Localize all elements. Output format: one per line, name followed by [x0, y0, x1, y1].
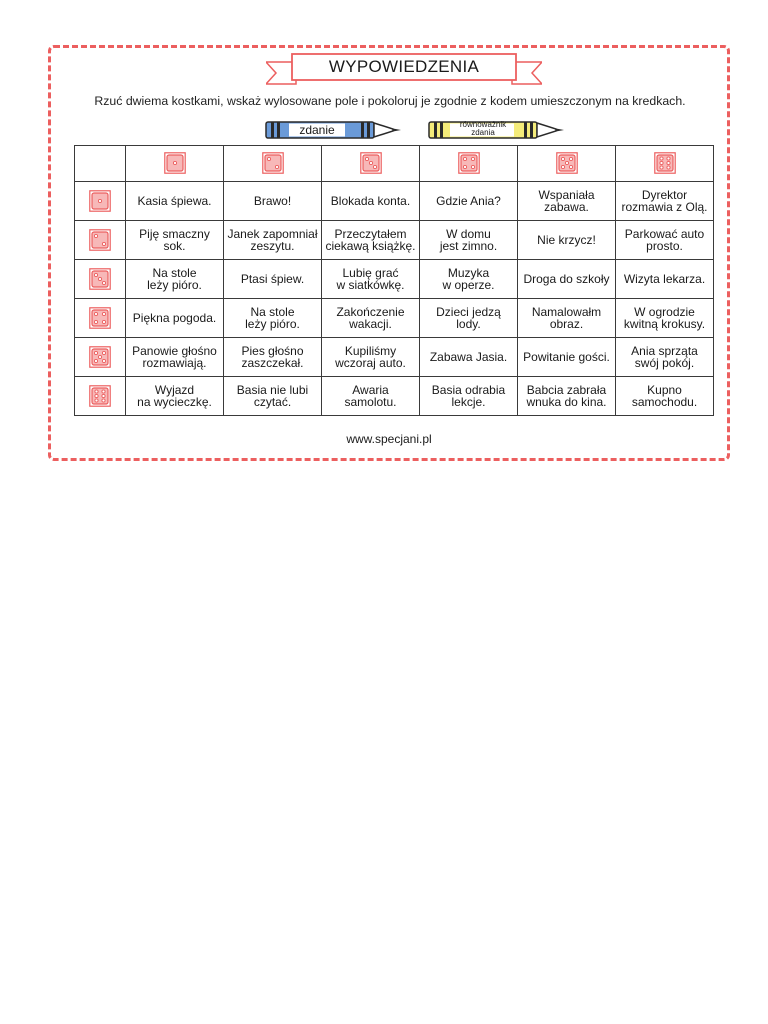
- table-row: [75, 181, 714, 220]
- column-header-die-6: [616, 146, 714, 182]
- row-header-die-2: [75, 220, 126, 259]
- column-header-die-5: [518, 146, 616, 182]
- sentence-cell[interactable]: [224, 220, 322, 259]
- sentence-cell[interactable]: [616, 298, 714, 337]
- sentence-cell[interactable]: [224, 376, 322, 415]
- sentence-cell[interactable]: [518, 220, 616, 259]
- sentence-cell[interactable]: [420, 259, 518, 298]
- sentence-text: Babcia zabrała wnuka do kina.: [526, 382, 607, 409]
- sentence-cell[interactable]: [420, 298, 518, 337]
- sentence-text: Blokada konta.: [330, 193, 411, 208]
- sentence-text: Basia nie lubi czytać.: [236, 382, 309, 409]
- die-3-icon: [360, 156, 382, 170]
- sentence-text: W ogrodzie kwitną krokusy.: [623, 304, 706, 331]
- sentence-cell[interactable]: [322, 220, 420, 259]
- sentence-text: Parkować auto prosto.: [624, 226, 705, 253]
- column-header-die-1: [126, 146, 224, 182]
- sentence-cell[interactable]: [518, 298, 616, 337]
- sentence-grid: [74, 145, 714, 416]
- sentence-text: W domu jest zimno.: [439, 226, 498, 253]
- sentence-cell[interactable]: [518, 376, 616, 415]
- sentence-cell[interactable]: [518, 259, 616, 298]
- crayon-legend-equivalent: [428, 121, 568, 139]
- sentence-text: Ania sprząta swój pokój.: [631, 343, 698, 370]
- sentence-cell[interactable]: [616, 259, 714, 298]
- die-3-icon: [89, 271, 111, 285]
- sentence-cell[interactable]: [616, 337, 714, 376]
- sentence-text: Ptasi śpiew.: [240, 271, 305, 286]
- sentence-cell[interactable]: [224, 259, 322, 298]
- sentence-cell[interactable]: [420, 376, 518, 415]
- row-header-die-4: [75, 298, 126, 337]
- sentence-cell[interactable]: [126, 298, 224, 337]
- sentence-text: Brawo!: [253, 193, 292, 208]
- sentence-text: Zabawa Jasia.: [429, 349, 508, 364]
- die-5-icon: [556, 156, 578, 170]
- sentence-text: Wyjazd na wycieczkę.: [137, 382, 212, 409]
- sentence-text: Droga do szkoły: [523, 271, 610, 286]
- crayon-label-line1: równoważnik: [459, 120, 507, 129]
- sentence-text: Janek zapomniał zeszytu.: [227, 226, 318, 253]
- sentence-cell[interactable]: [518, 181, 616, 220]
- sentence-cell[interactable]: [518, 337, 616, 376]
- sentence-text: Na stole leży pióro.: [147, 265, 202, 292]
- sentence-text: Wizyta lekarza.: [623, 271, 706, 286]
- sentence-cell[interactable]: [224, 298, 322, 337]
- sentence-cell[interactable]: [322, 298, 420, 337]
- column-header-die-2: [224, 146, 322, 182]
- sentence-cell[interactable]: [420, 337, 518, 376]
- sentence-text: Na stole leży pióro.: [245, 304, 300, 331]
- sentence-text: Pies głośno zaszczekał.: [241, 343, 304, 370]
- sentence-cell[interactable]: [616, 376, 714, 415]
- sentence-cell[interactable]: [322, 376, 420, 415]
- sentence-text: Basia odrabia lekcje.: [431, 382, 506, 409]
- column-header-die-3: [322, 146, 420, 182]
- crayon-label-equivalent: [452, 121, 514, 137]
- sentence-cell[interactable]: [322, 181, 420, 220]
- sentence-text: Kupiliśmy wczoraj auto.: [335, 343, 406, 370]
- table-row: [75, 220, 714, 259]
- sentence-text: Dzieci jedzą lody.: [436, 304, 501, 331]
- die-5-icon: [89, 349, 111, 363]
- footer-url: www.specjani.pl: [346, 432, 432, 446]
- sentence-text: Panowie głośno rozmawiają.: [132, 343, 217, 370]
- sentence-cell[interactable]: [126, 181, 224, 220]
- table-row: [75, 376, 714, 415]
- row-header-die-6: [75, 376, 126, 415]
- sentence-text: Wspaniała zabawa.: [538, 187, 595, 214]
- table-row: [75, 259, 714, 298]
- sentence-text: Zakończenie wakacji.: [336, 304, 405, 331]
- die-6-icon: [89, 388, 111, 402]
- sentence-cell[interactable]: [420, 181, 518, 220]
- instruction-text: Rzuć dwiema kostkami, wskaż wylosowane pole i pokoloruj je zgodnie z kodem umieszczonym na kredkach.: [94, 94, 686, 108]
- header-row: [75, 146, 714, 182]
- sentence-text: Piję smaczny sok.: [139, 226, 210, 253]
- sentence-cell[interactable]: [322, 337, 420, 376]
- crayon-legend-sentence: [265, 121, 405, 139]
- sentence-text: Namalowałm obraz.: [531, 304, 602, 331]
- sentence-text: Gdzie Ania?: [436, 193, 501, 208]
- row-header-die-1: [75, 181, 126, 220]
- die-4-icon: [89, 310, 111, 324]
- title-ribbon: [266, 52, 542, 88]
- sentence-cell[interactable]: [616, 181, 714, 220]
- sentence-cell[interactable]: [126, 259, 224, 298]
- sentence-text: Awaria samolotu.: [344, 382, 397, 409]
- die-1-icon: [164, 156, 186, 170]
- sentence-text: Kupno samochodu.: [631, 382, 698, 409]
- sentence-text: Piękna pogoda.: [132, 310, 217, 325]
- sentence-text: Dyrektor rozmawia z Olą.: [621, 187, 708, 214]
- corner-cell: [75, 146, 126, 182]
- crayon-label-line2: zdania: [471, 128, 495, 137]
- sentence-text: Powitanie gości.: [523, 349, 610, 364]
- sentence-cell[interactable]: [224, 337, 322, 376]
- sentence-text: Muzyka w operze.: [442, 265, 495, 292]
- sentence-text: Kasia śpiewa.: [137, 193, 212, 208]
- sentence-cell[interactable]: [126, 220, 224, 259]
- crayon-label-sentence: zdanie: [299, 123, 335, 137]
- row-header-die-5: [75, 337, 126, 376]
- sentence-cell[interactable]: [224, 181, 322, 220]
- die-1-icon: [89, 193, 111, 207]
- sentence-cell[interactable]: [322, 259, 420, 298]
- die-2-icon: [89, 232, 111, 246]
- sentence-cell[interactable]: [420, 220, 518, 259]
- die-6-icon: [654, 156, 676, 170]
- table-row: [75, 337, 714, 376]
- column-header-die-4: [420, 146, 518, 182]
- sentence-text: Przeczytałem ciekawą książkę.: [325, 226, 416, 253]
- table-row: [75, 298, 714, 337]
- sentence-text: Lubię grać w siatkówkę.: [336, 265, 405, 292]
- die-2-icon: [262, 156, 284, 170]
- sentence-cell[interactable]: [126, 376, 224, 415]
- sentence-text: Nie krzycz!: [537, 232, 596, 247]
- die-4-icon: [458, 156, 480, 170]
- sentence-cell[interactable]: [616, 220, 714, 259]
- row-header-die-3: [75, 259, 126, 298]
- page-title: WYPOWIEDZENIA: [328, 57, 480, 76]
- sentence-cell[interactable]: [126, 337, 224, 376]
